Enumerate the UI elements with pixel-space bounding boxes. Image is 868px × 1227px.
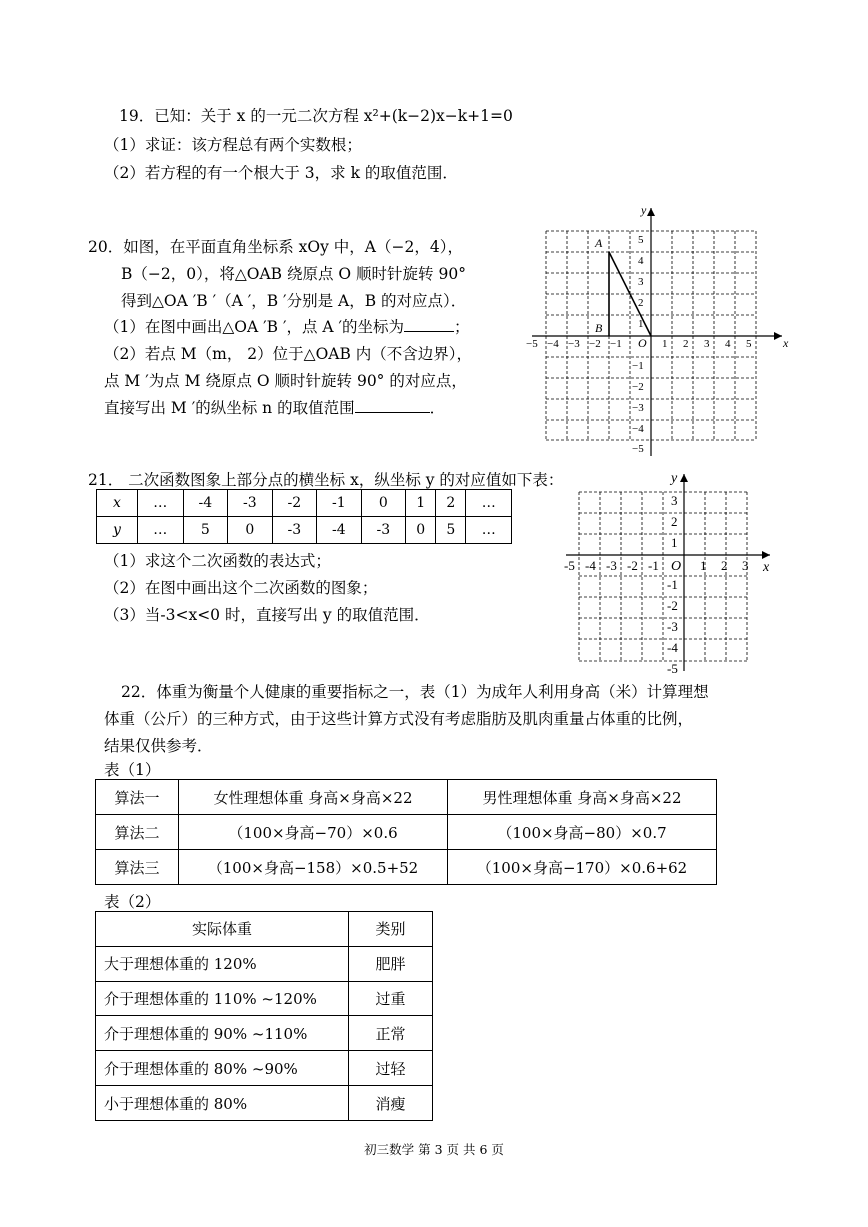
q20-y-axis-arrow	[647, 208, 655, 216]
table-cell: 0	[406, 517, 436, 544]
q21-y-axis-arrow	[680, 474, 688, 482]
table-cell: （100×身高−80）×0.7	[448, 815, 717, 850]
table-cell: -2	[272, 490, 317, 517]
q20-x-axis-label: x	[783, 336, 789, 350]
q20-line7-end: ．	[429, 399, 446, 417]
table-header-cell: 类别	[349, 912, 433, 947]
q21-row-y	[97, 517, 512, 544]
q22-line1: 22．体重为衡量个人健康的重要指标之一，表（1）为成年人利用身高（米）计算理想	[121, 683, 709, 701]
q20-line7	[104, 396, 445, 418]
q21-x-axis-label: x	[763, 560, 770, 575]
q21-x-tick: -1	[648, 558, 659, 573]
q20-x-tick: 5	[746, 338, 752, 350]
q20-line1: 20．如图，在平面直角坐标系 xOy 中，A（−2，4），	[88, 238, 463, 256]
q20-line6: 点 M ′为点 M 绕原点 O 顺时针旋转 90° 的对应点，	[104, 372, 467, 390]
q19-part2: （2）若方程的有一个根大于 3，求 k 的取值范围．	[104, 164, 458, 182]
q20-line2: B（−2，0），将△OAB 绕原点 O 顺时针旋转 90°	[121, 265, 466, 283]
q20-line5: （2）若点 M（m， 2）位于△OAB 内（不含边界），	[104, 345, 473, 363]
q20-y-tick: −4	[632, 423, 644, 435]
table-cell: -3	[272, 517, 317, 544]
q22-line3: 结果仅供参考．	[104, 737, 213, 755]
table-cell: 正常	[349, 1016, 433, 1051]
q20-line4-text: （1）在图中画出△OA ′B ′，点 A ′的坐标为	[104, 318, 405, 336]
q21-x-tick: -3	[606, 558, 617, 573]
q22-line2: 体重（公斤）的三种方式，由于这些计算方式没有考虑脂肪及肌肉重量占体重的比例，	[104, 710, 694, 728]
q21-y-tick: -3	[667, 619, 678, 634]
q20-line3: 得到△OA ′B ′（A ′，B ′分别是 A，B 的对应点）．	[121, 292, 467, 310]
q21-x-tick: -2	[627, 558, 638, 573]
q20-x-tick: −1	[610, 338, 622, 350]
q21-part1: （1）求这个二次函数的表达式；	[104, 552, 331, 570]
page-footer: 初三数学 第 3 页 共 6 页	[364, 1142, 504, 1157]
q20-y-tick: 1	[638, 318, 644, 330]
q21-x-axis-arrow	[762, 551, 770, 559]
q21-y-tick: -4	[667, 640, 678, 655]
table-cell: 介于理想体重的 90% ~110%	[96, 1016, 349, 1051]
q20-coordinate-grid	[520, 200, 795, 460]
table-cell: -4	[183, 490, 228, 517]
table-cell: 算法一	[96, 780, 179, 815]
table-header-cell: 实际体重	[96, 912, 349, 947]
q21-y-axis-label: y	[671, 471, 678, 486]
table-cell: 介于理想体重的 110% ~120%	[96, 981, 349, 1016]
table-cell: （100×身高−158）×0.5+52	[179, 850, 448, 885]
table-cell: 男性理想体重 身高×身高×22	[448, 780, 717, 815]
q21-x-tick: -4	[585, 558, 596, 573]
q21-x-tick-labels	[564, 558, 749, 573]
q20-x-tick: 4	[725, 338, 731, 350]
q20-y-tick: 4	[638, 255, 644, 267]
table-cell: 消瘦	[349, 1086, 433, 1121]
q21-x-tick: 1	[700, 558, 707, 573]
q20-y-axis-label: y	[641, 203, 647, 217]
table-cell: 大于理想体重的 120%	[96, 946, 349, 981]
ideal-weight-formula-table	[95, 779, 717, 885]
table-row	[96, 981, 433, 1016]
q20-origin-label: O	[638, 336, 647, 350]
q21-x-tick: 3	[742, 558, 749, 573]
table-cell: …	[138, 490, 184, 517]
q20-x-tick: 3	[704, 338, 710, 350]
q20-y-tick: 5	[638, 234, 644, 246]
table-cell: （100×身高−70）×0.6	[179, 815, 448, 850]
table-row	[96, 1016, 433, 1051]
table-cell: 肥胖	[349, 946, 433, 981]
q20-y-tick: −1	[632, 360, 644, 372]
q20-x-tick: −2	[589, 338, 601, 350]
q20-y-tick: 2	[638, 297, 644, 309]
table-cell: 0	[361, 490, 406, 517]
q20-y-tick: 3	[638, 276, 644, 288]
table-header-row	[96, 912, 433, 947]
table-cell: -3	[228, 490, 273, 517]
weight-category-table	[95, 911, 433, 1121]
q21-y-tick: -2	[667, 598, 678, 613]
q21-stem: 21． 二次函数图象上部分点的横坐标 x，纵坐标 y 的对应值如下表：	[88, 471, 564, 489]
table-cell: -4	[317, 517, 362, 544]
table-cell: …	[138, 517, 184, 544]
answer-blank-n-range[interactable]	[355, 411, 430, 413]
table-cell: …	[466, 490, 512, 517]
table-cell: 算法三	[96, 850, 179, 885]
q19-stem: 19．已知：关于 x 的一元二次方程 x²+(k−2)x−k+1=0	[119, 107, 513, 125]
table-cell: -1	[317, 490, 362, 517]
table-cell: -3	[361, 517, 406, 544]
q21-y-tick: 1	[671, 535, 678, 550]
table-cell: 介于理想体重的 80% ~90%	[96, 1051, 349, 1086]
q21-value-table	[96, 489, 512, 544]
table-cell: 小于理想体重的 80%	[96, 1086, 349, 1121]
q21-origin-label: O	[671, 559, 682, 574]
table-cell: 5	[436, 517, 466, 544]
table-cell: 5	[183, 517, 228, 544]
q20-y-tick: −3	[632, 402, 644, 414]
q20-x-axis-arrow	[774, 332, 782, 340]
q21-y-tick: 2	[671, 514, 678, 529]
q20-x-tick: −5	[526, 338, 538, 350]
q21-grid-lines	[579, 492, 747, 661]
answer-blank-a-prime[interactable]	[404, 330, 454, 332]
table-row	[96, 1086, 433, 1121]
table-cell: （100×身高−170）×0.6+62	[448, 850, 717, 885]
table-row	[96, 815, 717, 850]
q21-part3: （3）当-3<x<0 时，直接写出 y 的取值范围．	[104, 606, 430, 624]
table-cell: 2	[436, 490, 466, 517]
table-cell: 女性理想体重 身高×身高×22	[179, 780, 448, 815]
q20-y-tick: −2	[632, 381, 644, 393]
table-cell: 0	[228, 517, 273, 544]
table-cell: 算法二	[96, 815, 179, 850]
q20-x-tick: 1	[662, 338, 668, 350]
q19-part1: （1）求证：该方程总有两个实数根；	[104, 136, 362, 154]
table-cell: …	[466, 517, 512, 544]
table1-caption: 表（1）	[104, 761, 161, 779]
q21-x-tick: 2	[721, 558, 728, 573]
q20-line4	[104, 315, 470, 337]
q21-coordinate-grid	[558, 466, 780, 678]
table-row	[96, 946, 433, 981]
table2-caption: 表（2）	[104, 893, 161, 911]
table-row	[96, 780, 717, 815]
table-cell: y	[97, 517, 138, 544]
table-row	[96, 850, 717, 885]
q20-point-a-label: A	[595, 236, 603, 250]
q21-x-tick: -5	[564, 558, 575, 573]
q20-x-tick: −4	[547, 338, 559, 350]
table-cell: 1	[406, 490, 436, 517]
table-cell: 过轻	[349, 1051, 433, 1086]
q20-x-tick: 2	[683, 338, 689, 350]
q21-y-tick-labels	[667, 493, 678, 676]
q20-x-tick: −3	[568, 338, 580, 350]
table-cell: 过重	[349, 981, 433, 1016]
q21-y-tick: 3	[671, 493, 678, 508]
q20-line7-text: 直接写出 M ′的纵坐标 n 的取值范围	[104, 399, 355, 417]
table-row	[96, 1051, 433, 1086]
q21-y-tick: -5	[667, 661, 678, 676]
q21-part2: （2）在图中画出这个二次函数的图象；	[104, 579, 378, 597]
q21-y-tick: -1	[667, 577, 678, 592]
table-cell: x	[97, 490, 138, 517]
q20-point-b-label: B	[595, 321, 603, 335]
q21-row-x	[97, 490, 512, 517]
q20-line4-end: ；	[454, 318, 470, 336]
q20-y-tick: −5	[632, 443, 644, 455]
